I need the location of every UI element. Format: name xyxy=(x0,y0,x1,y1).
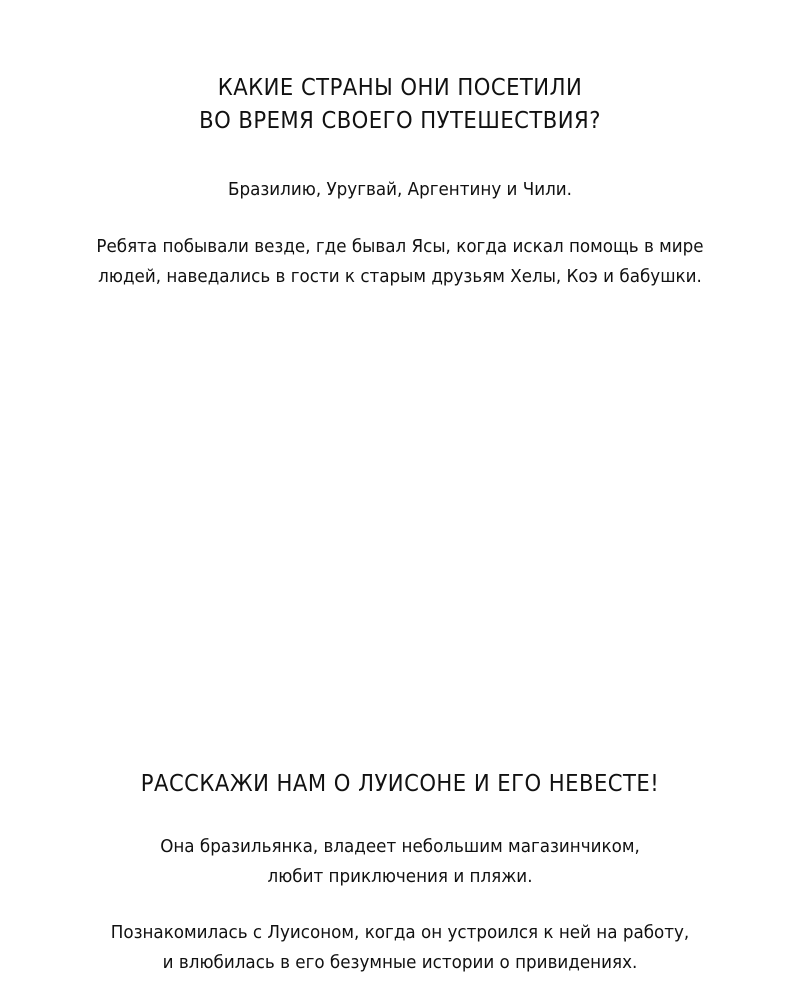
answer-line: Она бразильянка, владеет небольшим магазинчиком, xyxy=(160,836,640,857)
question-heading xyxy=(32,768,768,801)
answer-block-bride xyxy=(0,832,800,892)
question-heading xyxy=(32,72,768,138)
answer-paragraph xyxy=(28,918,772,978)
answer-line: любит приключения и пляжи. xyxy=(267,866,533,887)
answer-paragraph xyxy=(28,175,772,205)
answer-line: людей, наведались в гости к старым друзьям Хелы, Коэ и бабушки. xyxy=(98,266,702,287)
answer-paragraph xyxy=(28,832,772,892)
answer-line: Познакомилась с Луисоном, когда он устроился к ней на работу, xyxy=(110,922,690,943)
heading-line: КАКИЕ СТРАНЫ ОНИ ПОСЕТИЛИ xyxy=(217,75,583,101)
heading-line: ВО ВРЕМЯ СВОЕГО ПУТЕШЕСТВИЯ? xyxy=(199,108,601,134)
answer-line: Ребята побывали везде, где бывал Ясы, когда искал помощь в мире xyxy=(96,236,704,257)
answer-block-travels xyxy=(0,232,800,292)
answer-line: Бразилию, Уругвай, Аргентину и Чили. xyxy=(227,179,573,200)
answer-block-countries xyxy=(0,175,800,205)
answer-line: и влюбилась в его безумные истории о привидениях. xyxy=(162,952,638,973)
answer-paragraph xyxy=(28,232,772,292)
answer-block-meeting xyxy=(0,918,800,978)
question-block-luison xyxy=(0,768,800,801)
question-block-countries xyxy=(0,72,800,138)
heading-line: РАССКАЖИ НАМ О ЛУИСОНЕ И ЕГО НЕВЕСТЕ! xyxy=(140,771,660,797)
